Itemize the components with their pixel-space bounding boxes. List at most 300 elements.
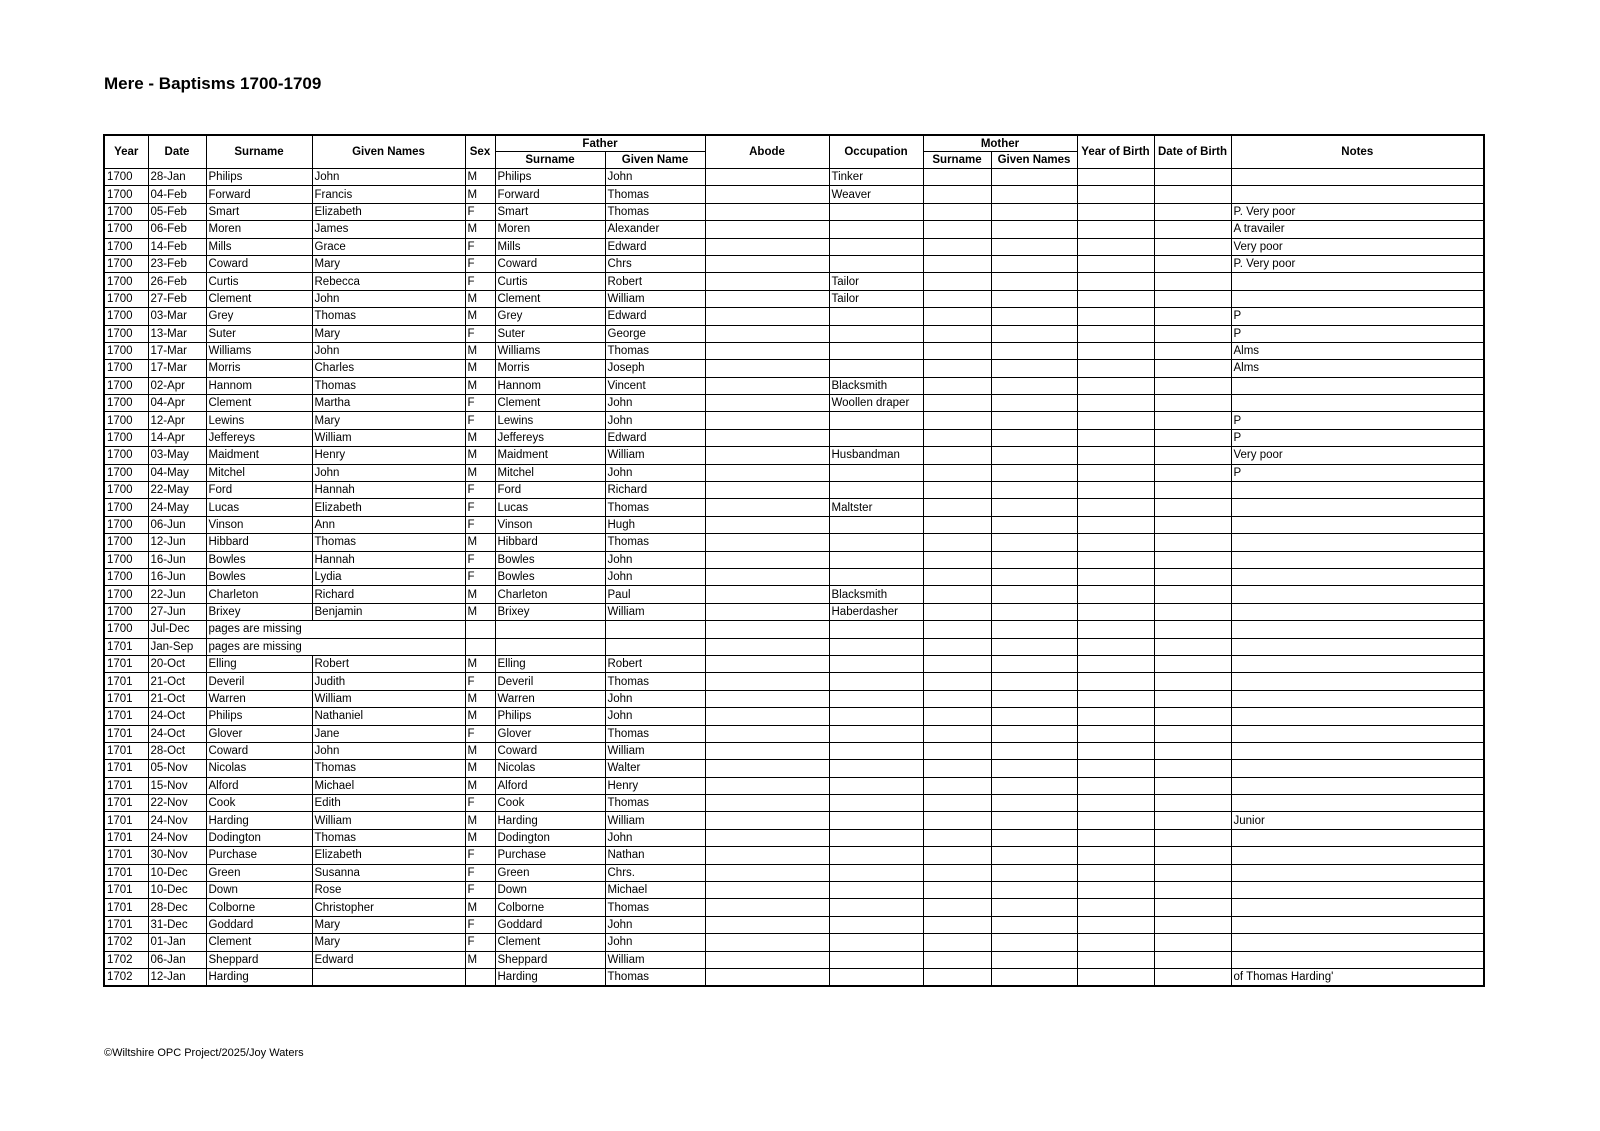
cell-year: 1702 <box>104 968 148 986</box>
cell-sex: F <box>465 673 495 690</box>
cell-sex: F <box>465 203 495 220</box>
header-date: Date <box>148 135 206 169</box>
cell-mother-given-names <box>991 325 1077 342</box>
cell-year-of-birth <box>1077 725 1154 742</box>
table-row <box>104 777 1484 794</box>
cell-year-of-birth <box>1077 255 1154 272</box>
cell-given-names: Richard <box>312 586 465 603</box>
cell-father-surname: Moren <box>495 221 605 238</box>
cell-notes: Junior <box>1231 812 1484 829</box>
header-mother: Mother <box>923 135 1077 152</box>
cell-surname: Clement <box>206 290 312 307</box>
cell-notes: P <box>1231 412 1484 429</box>
cell-given-names: Judith <box>312 673 465 690</box>
cell-surname: Philips <box>206 169 312 186</box>
cell-occupation <box>829 308 923 325</box>
cell-surname: Hibbard <box>206 534 312 551</box>
cell-notes <box>1231 847 1484 864</box>
cell-father-given-name: William <box>605 951 705 968</box>
cell-father-given-name: Edward <box>605 308 705 325</box>
cell-mother-surname <box>923 951 991 968</box>
cell-date: 05-Nov <box>148 760 206 777</box>
cell-surname: Colborne <box>206 899 312 916</box>
cell-notes: of Thomas Harding' <box>1231 968 1484 986</box>
cell-year-of-birth <box>1077 655 1154 672</box>
cell-father-given-name: John <box>605 568 705 585</box>
cell-year: 1701 <box>104 777 148 794</box>
cell-father-surname: Brixey <box>495 603 605 620</box>
cell-mother-surname <box>923 847 991 864</box>
cell-year-of-birth <box>1077 673 1154 690</box>
cell-mother-surname <box>923 916 991 933</box>
cell-mother-surname <box>923 673 991 690</box>
cell-father-given-name: Hugh <box>605 516 705 533</box>
cell-date: 04-Apr <box>148 395 206 412</box>
table-row <box>104 429 1484 446</box>
cell-given-names: John <box>312 342 465 359</box>
cell-date-of-birth <box>1154 621 1231 638</box>
cell-given-names: Mary <box>312 916 465 933</box>
cell-abode <box>705 621 829 638</box>
cell-date: 24-Oct <box>148 708 206 725</box>
table-row <box>104 290 1484 307</box>
cell-father-surname: Vinson <box>495 516 605 533</box>
cell-surname: Smart <box>206 203 312 220</box>
cell-year: 1700 <box>104 308 148 325</box>
cell-mother-given-names <box>991 551 1077 568</box>
cell-notes: P <box>1231 464 1484 481</box>
cell-abode <box>705 777 829 794</box>
cell-date: 06-Jan <box>148 951 206 968</box>
cell-surname: Coward <box>206 255 312 272</box>
cell-abode <box>705 568 829 585</box>
cell-date-of-birth <box>1154 916 1231 933</box>
cell-given-names: Elizabeth <box>312 847 465 864</box>
cell-date-of-birth <box>1154 673 1231 690</box>
cell-given-names: Grace <box>312 238 465 255</box>
table-row <box>104 568 1484 585</box>
cell-date-of-birth <box>1154 934 1231 951</box>
cell-mother-surname <box>923 499 991 516</box>
cell-year: 1701 <box>104 882 148 899</box>
cell-mother-given-names <box>991 760 1077 777</box>
cell-sex: F <box>465 325 495 342</box>
cell-year-of-birth <box>1077 429 1154 446</box>
cell-given-names: Francis <box>312 186 465 203</box>
cell-father-surname: Hibbard <box>495 534 605 551</box>
cell-given-names: Rose <box>312 882 465 899</box>
cell-father-given-name: William <box>605 742 705 759</box>
cell-notes <box>1231 882 1484 899</box>
cell-notes <box>1231 916 1484 933</box>
cell-date: 28-Jan <box>148 169 206 186</box>
cell-year: 1700 <box>104 464 148 481</box>
cell-occupation: Blacksmith <box>829 586 923 603</box>
cell-abode <box>705 795 829 812</box>
cell-date-of-birth <box>1154 725 1231 742</box>
cell-date-of-birth <box>1154 516 1231 533</box>
cell-occupation <box>829 760 923 777</box>
cell-date: 22-May <box>148 482 206 499</box>
cell-given-names: Ann <box>312 516 465 533</box>
table-row <box>104 812 1484 829</box>
cell-occupation <box>829 812 923 829</box>
cell-occupation <box>829 777 923 794</box>
cell-year: 1702 <box>104 951 148 968</box>
cell-father-surname: Nicolas <box>495 760 605 777</box>
table-row <box>104 308 1484 325</box>
cell-given-names: John <box>312 464 465 481</box>
cell-mother-surname <box>923 360 991 377</box>
cell-year: 1700 <box>104 586 148 603</box>
cell-sex <box>465 968 495 986</box>
table-row <box>104 621 1484 638</box>
table-row <box>104 516 1484 533</box>
cell-mother-given-names <box>991 499 1077 516</box>
cell-mother-surname <box>923 795 991 812</box>
cell-given-names: Hannah <box>312 551 465 568</box>
cell-surname: Moren <box>206 221 312 238</box>
cell-father-given-name: John <box>605 916 705 933</box>
cell-occupation: Haberdasher <box>829 603 923 620</box>
cell-date: Jan-Sep <box>148 638 206 655</box>
cell-mother-surname <box>923 395 991 412</box>
cell-year-of-birth <box>1077 968 1154 986</box>
cell-sex: M <box>465 169 495 186</box>
cell-given-names: William <box>312 812 465 829</box>
cell-mother-surname <box>923 308 991 325</box>
cell-year-of-birth <box>1077 568 1154 585</box>
cell-father-given-name: Thomas <box>605 673 705 690</box>
cell-abode <box>705 186 829 203</box>
cell-mother-given-names <box>991 186 1077 203</box>
cell-sex: F <box>465 499 495 516</box>
cell-year: 1700 <box>104 342 148 359</box>
cell-occupation <box>829 690 923 707</box>
cell-date-of-birth <box>1154 238 1231 255</box>
cell-year-of-birth <box>1077 203 1154 220</box>
cell-year: 1700 <box>104 377 148 394</box>
cell-abode <box>705 203 829 220</box>
cell-abode <box>705 655 829 672</box>
cell-date-of-birth <box>1154 568 1231 585</box>
cell-mother-surname <box>923 690 991 707</box>
cell-year-of-birth <box>1077 951 1154 968</box>
cell-surname: Warren <box>206 690 312 707</box>
cell-father-given-name: William <box>605 447 705 464</box>
cell-given-names: Thomas <box>312 760 465 777</box>
cell-surname: Deveril <box>206 673 312 690</box>
cell-mother-given-names <box>991 342 1077 359</box>
cell-surname: Lewins <box>206 412 312 429</box>
cell-abode <box>705 482 829 499</box>
table-row <box>104 464 1484 481</box>
cell-sex: M <box>465 290 495 307</box>
cell-sex: F <box>465 516 495 533</box>
cell-given-names: Mary <box>312 412 465 429</box>
cell-father-given-name: Thomas <box>605 342 705 359</box>
cell-notes <box>1231 499 1484 516</box>
cell-father-surname: Warren <box>495 690 605 707</box>
cell-sex: M <box>465 760 495 777</box>
cell-occupation: Tailor <box>829 273 923 290</box>
cell-father-surname: Clement <box>495 290 605 307</box>
cell-mother-given-names <box>991 968 1077 986</box>
cell-mother-surname <box>923 568 991 585</box>
cell-given-names: John <box>312 169 465 186</box>
cell-father-given-name: Thomas <box>605 725 705 742</box>
cell-given-names: Jane <box>312 725 465 742</box>
cell-year: 1700 <box>104 482 148 499</box>
cell-notes <box>1231 586 1484 603</box>
cell-mother-given-names <box>991 864 1077 881</box>
cell-date-of-birth <box>1154 221 1231 238</box>
cell-given-names: William <box>312 429 465 446</box>
cell-father-surname: Morris <box>495 360 605 377</box>
cell-surname: Goddard <box>206 916 312 933</box>
cell-abode <box>705 551 829 568</box>
cell-father-surname: Elling <box>495 655 605 672</box>
table-row <box>104 203 1484 220</box>
cell-notes <box>1231 568 1484 585</box>
baptisms-table <box>103 134 1485 987</box>
cell-abode <box>705 516 829 533</box>
cell-abode <box>705 760 829 777</box>
cell-given-names: Edith <box>312 795 465 812</box>
cell-father-surname: Grey <box>495 308 605 325</box>
cell-date-of-birth <box>1154 499 1231 516</box>
cell-mother-given-names <box>991 464 1077 481</box>
cell-notes: Very poor <box>1231 238 1484 255</box>
table-row <box>104 655 1484 672</box>
cell-abode <box>705 742 829 759</box>
cell-father-surname: Ford <box>495 482 605 499</box>
cell-surname: Green <box>206 864 312 881</box>
cell-abode <box>705 847 829 864</box>
cell-date: Jul-Dec <box>148 621 206 638</box>
cell-year: 1700 <box>104 499 148 516</box>
cell-surname: pages are missing <box>206 638 465 655</box>
cell-notes <box>1231 864 1484 881</box>
cell-date-of-birth <box>1154 742 1231 759</box>
cell-abode <box>705 238 829 255</box>
cell-date: 17-Mar <box>148 360 206 377</box>
table-row <box>104 829 1484 846</box>
cell-surname: Brixey <box>206 603 312 620</box>
cell-mother-given-names <box>991 673 1077 690</box>
cell-date: 15-Nov <box>148 777 206 794</box>
cell-notes <box>1231 690 1484 707</box>
table-row <box>104 534 1484 551</box>
cell-mother-surname <box>923 221 991 238</box>
cell-surname: Suter <box>206 325 312 342</box>
cell-mother-surname <box>923 777 991 794</box>
cell-father-surname: Down <box>495 882 605 899</box>
cell-given-names: John <box>312 290 465 307</box>
cell-mother-surname <box>923 429 991 446</box>
cell-year: 1701 <box>104 864 148 881</box>
cell-notes <box>1231 186 1484 203</box>
cell-father-given-name: Thomas <box>605 899 705 916</box>
cell-mother-given-names <box>991 568 1077 585</box>
cell-mother-given-names <box>991 603 1077 620</box>
cell-date: 10-Dec <box>148 864 206 881</box>
cell-sex: M <box>465 708 495 725</box>
cell-father-surname: Maidment <box>495 447 605 464</box>
cell-mother-given-names <box>991 934 1077 951</box>
cell-date: 16-Jun <box>148 568 206 585</box>
cell-occupation <box>829 621 923 638</box>
cell-occupation <box>829 203 923 220</box>
cell-abode <box>705 725 829 742</box>
cell-abode <box>705 968 829 986</box>
cell-surname: Mitchel <box>206 464 312 481</box>
copyright-footer: ©Wiltshire OPC Project/2025/Joy Waters <box>104 1047 304 1059</box>
cell-year: 1700 <box>104 203 148 220</box>
cell-year: 1700 <box>104 360 148 377</box>
cell-surname: Curtis <box>206 273 312 290</box>
cell-father-given-name: Chrs <box>605 255 705 272</box>
cell-date: 20-Oct <box>148 655 206 672</box>
cell-given-names: Elizabeth <box>312 203 465 220</box>
cell-date: 14-Feb <box>148 238 206 255</box>
cell-sex <box>465 638 495 655</box>
cell-mother-surname <box>923 447 991 464</box>
cell-father-surname: Williams <box>495 342 605 359</box>
cell-abode <box>705 325 829 342</box>
cell-father-given-name: John <box>605 412 705 429</box>
cell-surname: Glover <box>206 725 312 742</box>
cell-surname: Purchase <box>206 847 312 864</box>
page-title: Mere - Baptisms 1700-1709 <box>104 74 322 93</box>
cell-father-surname: Coward <box>495 255 605 272</box>
cell-date-of-birth <box>1154 325 1231 342</box>
header-year: Year <box>104 135 148 169</box>
cell-year: 1701 <box>104 760 148 777</box>
cell-date-of-birth <box>1154 255 1231 272</box>
cell-abode <box>705 308 829 325</box>
cell-abode <box>705 951 829 968</box>
cell-abode <box>705 499 829 516</box>
cell-notes <box>1231 169 1484 186</box>
cell-abode <box>705 603 829 620</box>
cell-year: 1700 <box>104 169 148 186</box>
cell-abode <box>705 464 829 481</box>
cell-mother-given-names <box>991 690 1077 707</box>
cell-surname: Dodington <box>206 829 312 846</box>
cell-year-of-birth <box>1077 551 1154 568</box>
cell-year-of-birth <box>1077 742 1154 759</box>
cell-date: 03-May <box>148 447 206 464</box>
cell-year: 1700 <box>104 186 148 203</box>
cell-sex: M <box>465 534 495 551</box>
cell-sex: M <box>465 586 495 603</box>
cell-father-surname: Dodington <box>495 829 605 846</box>
cell-surname: Mills <box>206 238 312 255</box>
cell-year: 1700 <box>104 429 148 446</box>
cell-notes <box>1231 760 1484 777</box>
cell-abode <box>705 690 829 707</box>
cell-year-of-birth <box>1077 638 1154 655</box>
cell-date: 23-Feb <box>148 255 206 272</box>
cell-surname: Harding <box>206 812 312 829</box>
cell-year-of-birth <box>1077 864 1154 881</box>
cell-father-given-name: George <box>605 325 705 342</box>
cell-year: 1700 <box>104 255 148 272</box>
cell-date: 04-May <box>148 464 206 481</box>
cell-date-of-birth <box>1154 342 1231 359</box>
cell-sex: F <box>465 916 495 933</box>
cell-date: 12-Jan <box>148 968 206 986</box>
cell-year: 1701 <box>104 916 148 933</box>
cell-year-of-birth <box>1077 308 1154 325</box>
cell-sex: M <box>465 603 495 620</box>
cell-year: 1700 <box>104 568 148 585</box>
cell-date: 04-Feb <box>148 186 206 203</box>
cell-mother-surname <box>923 169 991 186</box>
cell-year-of-birth <box>1077 847 1154 864</box>
cell-year-of-birth <box>1077 690 1154 707</box>
cell-date: 12-Jun <box>148 534 206 551</box>
cell-mother-given-names <box>991 360 1077 377</box>
cell-sex: M <box>465 829 495 846</box>
cell-year-of-birth <box>1077 934 1154 951</box>
cell-mother-given-names <box>991 534 1077 551</box>
cell-date-of-birth <box>1154 429 1231 446</box>
cell-abode <box>705 708 829 725</box>
cell-father-given-name: Joseph <box>605 360 705 377</box>
cell-occupation <box>829 255 923 272</box>
cell-abode <box>705 812 829 829</box>
cell-given-names: James <box>312 221 465 238</box>
cell-mother-surname <box>923 708 991 725</box>
cell-date: 01-Jan <box>148 934 206 951</box>
cell-year: 1701 <box>104 812 148 829</box>
cell-date: 24-Nov <box>148 829 206 846</box>
cell-date-of-birth <box>1154 360 1231 377</box>
cell-date: 31-Dec <box>148 916 206 933</box>
cell-mother-surname <box>923 655 991 672</box>
cell-year: 1700 <box>104 290 148 307</box>
cell-surname: Harding <box>206 968 312 986</box>
cell-father-surname: Deveril <box>495 673 605 690</box>
cell-mother-surname <box>923 742 991 759</box>
table-row <box>104 325 1484 342</box>
cell-father-given-name: Paul <box>605 586 705 603</box>
cell-sex: M <box>465 186 495 203</box>
cell-year: 1701 <box>104 847 148 864</box>
cell-date: 24-May <box>148 499 206 516</box>
cell-year: 1700 <box>104 603 148 620</box>
cell-surname: pages are missing <box>206 621 465 638</box>
cell-date-of-birth <box>1154 777 1231 794</box>
cell-year-of-birth <box>1077 603 1154 620</box>
cell-father-surname: Purchase <box>495 847 605 864</box>
cell-mother-given-names <box>991 916 1077 933</box>
cell-mother-given-names <box>991 516 1077 533</box>
cell-occupation <box>829 238 923 255</box>
cell-mother-surname <box>923 638 991 655</box>
cell-father-surname: Suter <box>495 325 605 342</box>
cell-surname: Cook <box>206 795 312 812</box>
cell-year-of-birth <box>1077 221 1154 238</box>
cell-given-names: Nathaniel <box>312 708 465 725</box>
cell-sex: F <box>465 482 495 499</box>
cell-surname: Vinson <box>206 516 312 533</box>
cell-date-of-birth <box>1154 708 1231 725</box>
cell-notes <box>1231 934 1484 951</box>
cell-father-given-name: Michael <box>605 882 705 899</box>
